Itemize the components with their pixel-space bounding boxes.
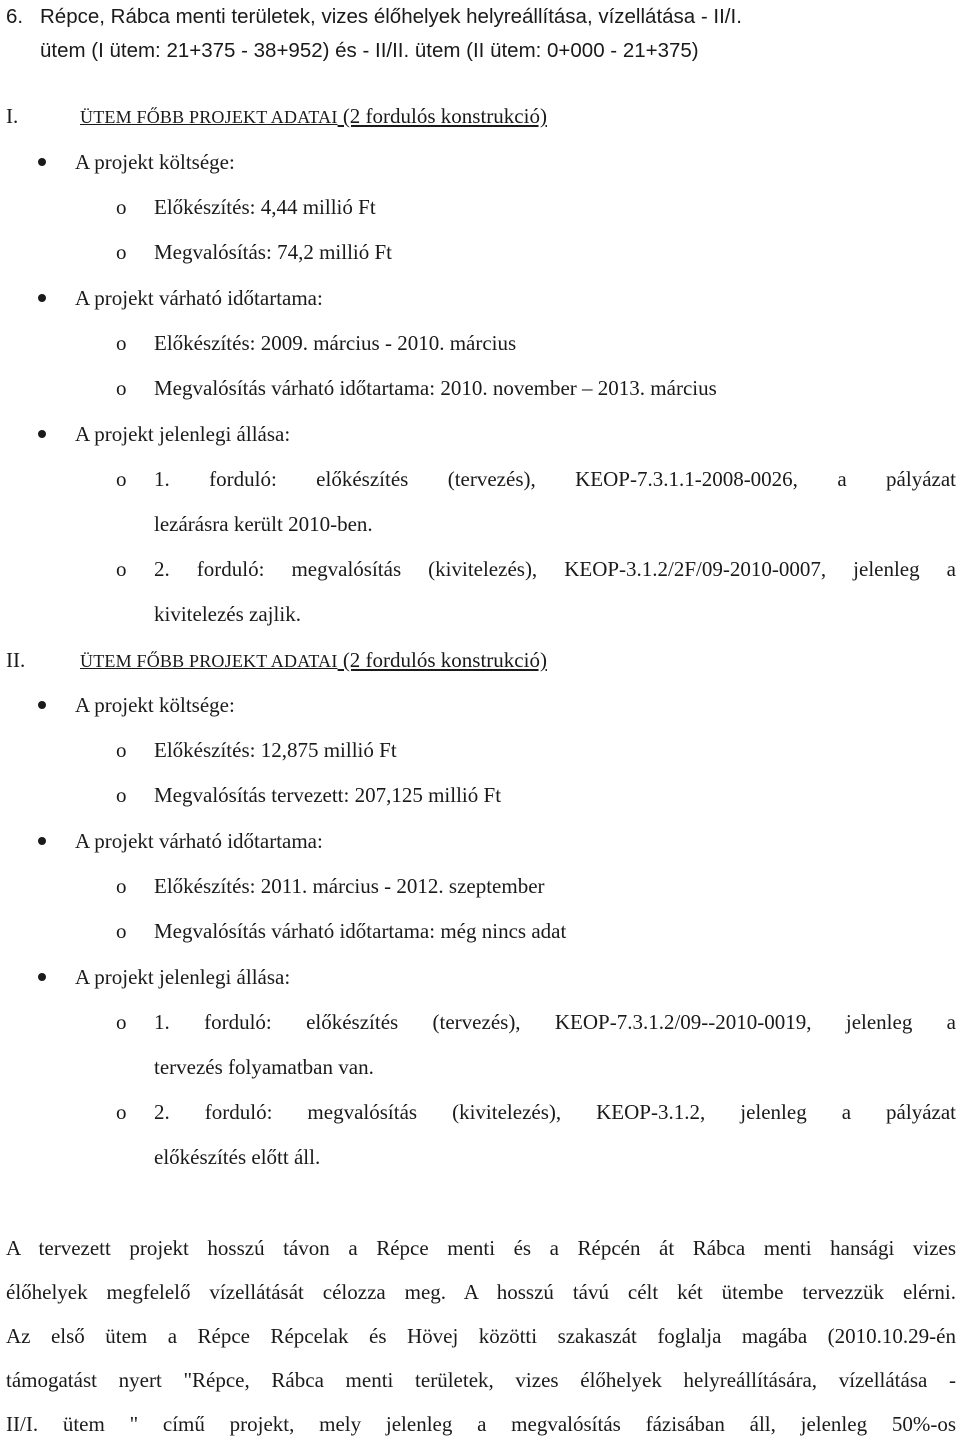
sub-item-text: Megvalósítás várható időtartama: 2010. november – 2013. március [154,376,717,400]
heading-line-2: ütem (I ütem: 21+375 - 38+952) és - II/II. ütem (II ütem: 0+000 - 21+375) [40,39,699,62]
bullet-icon [38,837,46,845]
sub-item-text-cont: kivitelezés zajlik. [154,602,301,626]
phase-1-rest: (2 fordulós konstrukció) [337,104,547,128]
bullet-text: A projekt várható időtartama: [75,286,323,310]
paragraph-line: A tervezett projekt hosszú távon a Répce menti és a Répcén át Rábca menti hansági vizes [6,1236,956,1260]
sub-bullet-icon: o [116,195,127,219]
phase-1-status-item [116,464,956,494]
phase-2-roman: II. [6,648,26,672]
sub-bullet-icon: o [116,738,127,762]
sub-item-text-cont: tervezés folyamatban van. [154,1055,374,1079]
sub-bullet-icon: o [116,557,127,581]
sub-item-text: Előkészítés: 2009. március - 2010. március [154,331,517,355]
phase-1-duration-label [38,283,323,313]
phase-2-status-label [38,962,290,992]
phase-1-caps: ÜTEM FŐBB PROJEKT ADATAI [80,107,338,127]
heading-line-1: Répce, Rábca menti területek, vizes élőhelyek helyreállítása, vízellátása - II/I. [40,5,742,28]
phase-2-duration-label [38,826,323,856]
sub-item-text: 2. forduló: megvalósítás (kivitelezés), KEOP-3.1.2, jelenleg a pályázat [154,1100,956,1124]
bullet-text: A projekt költsége: [75,693,235,717]
bullet-text: A projekt várható időtartama: [75,829,323,853]
phase-1-status-item [116,554,956,584]
sub-bullet-icon: o [116,1010,127,1034]
bullet-icon [38,158,46,166]
bullet-icon [38,294,46,302]
paragraph-line: II/I. ütem " című projekt, mely jelenleg a megvalósítás fázisában áll, jelenleg 50%-os [6,1412,956,1436]
sub-bullet-icon: o [116,874,127,898]
sub-item-text: 1. forduló: előkészítés (tervezés), KEOP-7.3.1.1-2008-0026, a pályázat [154,467,956,491]
phase-1-roman: I. [6,104,19,128]
phase-2-cost-item [116,735,956,765]
phase-1-cost-label [38,147,235,177]
sub-bullet-icon: o [116,467,127,491]
sub-item-text: 1. forduló: előkészítés (tervezés), KEOP-7.3.1.2/09--2010-0019, jelenleg a [154,1010,956,1034]
body-paragraph [6,1226,956,1446]
heading-number: 6. [6,5,24,28]
paragraph-line: Az első ütem a Répce Répcelak és Hövej közötti szakaszát foglalja magába (2010.10.29-én [6,1324,956,1348]
phase-2-status-item-cont [116,1142,956,1172]
phase-1-cost-item [116,192,956,222]
bullet-text: A projekt jelenlegi állása: [75,422,291,446]
phase-2-status-item [116,1007,956,1037]
phase-1-status-item-cont [116,509,956,539]
sub-item-text: Előkészítés: 2011. március - 2012. szeptember [154,874,545,898]
phase-1-status-label [38,419,290,449]
phase-1-status-item-cont [116,599,956,629]
phase-1-duration-item [116,373,956,403]
phase-2-duration-item [116,916,956,946]
sub-item-text: Megvalósítás várható időtartama: még nincs adat [154,919,567,943]
sub-item-text: Megvalósítás tervezett: 207,125 millió Ft [154,783,502,807]
bullet-icon [38,430,46,438]
sub-bullet-icon: o [116,240,127,264]
sub-item-text: 2. forduló: megvalósítás (kivitelezés), KEOP-3.1.2/2F/09-2010-0007, jelenleg a [154,557,956,581]
sub-bullet-icon: o [116,1100,127,1124]
sub-item-text: Előkészítés: 4,44 millió Ft [154,195,376,219]
phase-1-cost-item [116,237,956,267]
bullet-text: A projekt költsége: [75,150,235,174]
phase-2-rest: (2 fordulós konstrukció) [337,648,547,672]
sub-bullet-icon: o [116,376,127,400]
sub-bullet-icon: o [116,331,127,355]
bullet-icon [38,973,46,981]
phase-2-caps: ÜTEM FŐBB PROJEKT ADATAI [80,651,338,671]
phase-2-status-item [116,1097,956,1127]
section-heading [6,0,946,68]
phase-2-cost-item [116,780,956,810]
sub-bullet-icon: o [116,919,127,943]
bullet-icon [38,701,46,709]
sub-item-text-cont: lezárásra került 2010-ben. [154,512,373,536]
phase-2-cost-label [38,690,235,720]
phase-1-title [6,101,547,132]
phase-2-title [6,645,547,676]
phase-2-duration-item [116,871,956,901]
sub-item-text: Előkészítés: 12,875 millió Ft [154,738,397,762]
bullet-text: A projekt jelenlegi állása: [75,965,291,989]
sub-item-text-cont: előkészítés előtt áll. [154,1145,321,1169]
phase-1-duration-item [116,328,956,358]
paragraph-line: támogatást nyert "Répce, Rábca menti területek, vizes élőhelyek helyreállítására, vízellátása - [6,1368,956,1392]
sub-bullet-icon: o [116,783,127,807]
paragraph-line: élőhelyek megfelelő vízellátását célozza meg. A hosszú távú célt két ütembe tervezzük elérni. [6,1280,956,1304]
sub-item-text: Megvalósítás: 74,2 millió Ft [154,240,393,264]
phase-2-status-item-cont [116,1052,956,1082]
